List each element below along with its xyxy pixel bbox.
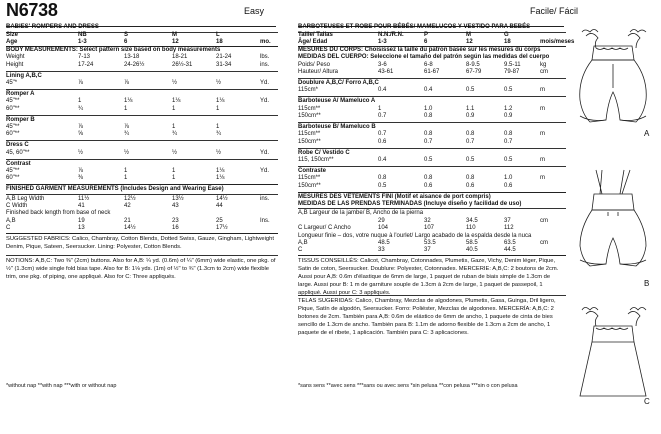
fr-es-cell: 9.5-11 (504, 61, 521, 68)
table-rule (6, 140, 278, 141)
fr-es-cell: 63.5 (504, 240, 516, 246)
fr-es-cell: 53.5 (424, 240, 436, 246)
en-cell: 1⅛ (124, 98, 133, 105)
en-cell: 24-26½ (124, 61, 145, 68)
en-cell: 1 (172, 123, 176, 130)
en-cell: Ins. (260, 217, 270, 224)
en-cell: 44 (216, 203, 223, 209)
en-cell: ¾ (124, 131, 130, 138)
fr-es-cell: 0.5 (378, 182, 387, 189)
fr-es-cell: 0.6 (378, 138, 387, 145)
table-rule (298, 255, 566, 256)
fr-es-cell: 67-79 (466, 69, 482, 75)
fr-es-cell: 0.8 (424, 131, 433, 138)
fr-es-cell: 110 (466, 225, 476, 232)
table-rule (298, 208, 566, 209)
en-notions-paragraph: NOTIONS: A,B,C: Two ⅜" (2cm) buttons. Also for A,B: ¼ yd. (0.6m) of ¼" (6mm) wide elastic, one pkg. of ½" (1.3cm) wide single fold bias tape. Also for B: 1⅛ yds. (1m) of ½" to ¾" (1.3cm to 2cm) wide flexible trim, one pkg. of piping, one appliqué. Also for C: Three appliqués. (6, 258, 276, 281)
fr-es-cell: 0.7 (424, 138, 433, 145)
en-body-measurements-title: BODY MEASUREMENTS: Select pattern size based on body measurements (6, 46, 221, 53)
fr-es-cell: mois/meses (540, 39, 575, 46)
fr-es-body-measurements-title-es: MEDIDAS DEL CUERPO: Seleccione el tamaño del patrón según las medidas del cuerpo (298, 54, 550, 61)
en-cell: 7-13 (78, 54, 91, 61)
fr-es-cell: 0.8 (504, 131, 513, 138)
fr-es-cell: 0.8 (466, 175, 475, 182)
en-cell: ½ (172, 79, 178, 86)
fr-es-cell: m (540, 175, 545, 182)
fr-es-cell: 37 (424, 247, 431, 254)
fr-es-cell: A,B Largeur de la jambe/ B, Ancho de la pierna (298, 210, 424, 217)
fr-es-cell: 44.5 (504, 247, 516, 254)
en-cell: 6 (124, 39, 128, 46)
fr-es-cell: 1.0 (504, 175, 513, 182)
fr-es-cell: cm (540, 217, 548, 224)
en-cell: 17-24 (78, 61, 94, 68)
en-cell: 19 (78, 217, 85, 224)
fr-es-cell: kg (540, 61, 547, 68)
table-rule (6, 255, 278, 256)
fr-es-cell: 0.4 (424, 87, 433, 94)
table-rule (6, 184, 278, 185)
fr-es-cell: M (466, 32, 471, 38)
table-rule (6, 89, 278, 90)
en-cell: A,B (6, 217, 16, 224)
en-cell: ⅞ (78, 79, 84, 86)
table-rule (6, 115, 278, 116)
fr-es-cell: 0.5 (466, 157, 475, 163)
en-title: BABIES' ROMPERS AND DRESS (6, 24, 99, 30)
fr-es-cell: 0.4 (378, 157, 387, 163)
fr-es-cell: C Largeur/ C Ancho (298, 225, 351, 232)
fr-es-cell: 1.0 (424, 105, 433, 112)
fr-es-cell: 0.9 (504, 113, 513, 119)
en-cell: Size (6, 32, 19, 38)
fr-es-cell: 61-67 (424, 69, 440, 75)
en-cell: 13 (78, 225, 85, 232)
fr-es-cell: 0.8 (378, 175, 387, 182)
en-finished-title: FINISHED GARMENT MEASUREMENTS (Includes Design and Wearing Ease) (6, 186, 224, 193)
fr-es-cell: 0.5 (466, 87, 475, 94)
fr-es-cell: 0.7 (504, 138, 513, 145)
fr-es-cell: 40.5 (466, 247, 478, 254)
fr-es-cell: 43-61 (378, 69, 394, 75)
fr-es-cell: 3-6 (378, 61, 387, 68)
en-cell: C Width (6, 203, 28, 209)
fr-es-cell: C (298, 247, 303, 254)
en-cell: 14½ (216, 195, 228, 202)
difficulty-english: Easy (244, 6, 265, 16)
en-section-title: Lining A,B,C (6, 72, 42, 79)
fr-es-cell: 115cm** (298, 131, 321, 138)
en-cell: mo. (260, 39, 271, 46)
en-fabrics-paragraph: SUGGESTED FABRICS: Calico, Chambray, Cotton Blends, Dotted Swiss, Gauze, Gingham, Lightweight Denim, Pique, Sateen, Seersucker. Lining: Polyester, Cotton Blends. (6, 236, 274, 251)
table-rule (6, 71, 278, 72)
dress-c-illustration (580, 308, 646, 397)
fr-es-cell: 150cm** (298, 138, 321, 145)
en-cell: M (172, 32, 177, 38)
fr-es-title: BARBOTEUSES ET ROBE POUR BÉBÉS/ MAMELUCOS Y VESTIDO PARA BEBÉS (298, 24, 531, 30)
en-cell: 23 (172, 217, 179, 224)
fr-es-cell: m (540, 105, 545, 112)
fr-es-cell: P (424, 32, 429, 38)
en-cell: 42 (124, 203, 131, 209)
fr-es-cell: Longueur finie – dos, votre nuque à l'ourlet/ Largo acabado de la espalda desde la nuca (298, 232, 532, 239)
en-footnote: *without nap **with nap ***with or without nap (6, 383, 117, 389)
fr-es-cell: 0.8 (466, 131, 475, 138)
en-cell: 41 (78, 203, 85, 209)
en-cell: ½ (172, 149, 178, 156)
fr-es-cell: 12 (466, 39, 473, 46)
en-cell: ¾ (216, 131, 222, 138)
en-cell: Yd. (260, 167, 270, 174)
en-cell: 1 (124, 175, 128, 182)
en-cell: ¾ (78, 105, 84, 112)
fr-es-cell: 58.5 (466, 240, 478, 246)
en-cell: ⅞ (78, 167, 84, 174)
en-cell: 45"** (6, 98, 20, 105)
pattern-number: N6738 (6, 0, 58, 20)
fr-es-cell: 0.8 (424, 113, 433, 119)
table-rule (6, 159, 278, 160)
illustration-label-c: C (644, 397, 650, 406)
fr-es-cell: Hauteur/ Altura (298, 69, 339, 75)
en-cell: 13-18 (124, 54, 140, 61)
fr-es-cell: 0.6 (424, 182, 433, 189)
fr-es-cell: 0.5 (504, 157, 513, 163)
table-rule (298, 32, 566, 33)
en-cell: NB (78, 32, 87, 38)
fr-es-fabrics-paragraph: TISSUS CONSEILLÉS: Calicot, Chambray, Cotonnades, Plumetis, Gaze, Vichy, Denim léger, Pique, Satin de coton, Seersucker. Doublure: Polyester, Cotonnades. MERCERIE: A,B,C: 2 boutons de 2cm. Aussi pour A,B: 0.6m d'élastique de 6mm de large, 1 paquet de ruban de biais simple de 1.3cm de large. Aussi pour B: 1 m de garniture souple de 1.3cm à 2cm de large, 1 paquet de passepoil, 1 appliqué. Aussi pour C: 3 appliqués. (298, 258, 559, 297)
en-cell: Yd. (260, 98, 270, 105)
table-rule (298, 78, 566, 79)
fr-es-cell: 1 (378, 105, 382, 112)
en-cell: ins. (260, 61, 270, 68)
fr-es-cell: 33 (378, 247, 385, 254)
en-cell: 1 (216, 105, 220, 112)
en-cell: 16 (172, 225, 179, 232)
fr-es-cell: 32 (424, 217, 431, 224)
fr-es-cell: 8-9.5 (466, 61, 480, 68)
fr-es-cell: Âge/ Edad (298, 39, 328, 46)
en-cell: ⅝ (78, 131, 84, 138)
en-cell: 11½ (78, 195, 90, 202)
fr-es-finished-title-es: MEDIDAS DE LAS PRENDAS TERMINADAS (Incluye diseño y facilidad de uso) (298, 201, 522, 207)
table-rule (298, 192, 566, 193)
en-cell: 13½ (172, 195, 184, 202)
en-cell: 45"** (6, 123, 20, 130)
fr-es-cell: cm (540, 69, 548, 75)
en-cell: 1 (124, 167, 128, 174)
romper-b-illustration (580, 170, 646, 266)
en-cell: 1 (172, 105, 176, 112)
en-section-title: Dress C (6, 142, 29, 149)
en-cell: 45"* (6, 79, 18, 86)
en-cell: 60"** (6, 105, 20, 112)
fr-es-cell: 1-3 (378, 39, 387, 46)
en-cell: ½ (124, 149, 130, 156)
fr-es-cell: 1.1 (466, 105, 475, 112)
en-cell: 1 (172, 167, 176, 174)
illustration-label-b: B (644, 279, 650, 288)
fr-es-cell: 6 (424, 39, 428, 46)
en-cell: 12½ (124, 195, 136, 202)
en-cell: 21 (124, 217, 131, 224)
table-rule (298, 295, 566, 296)
en-cell: 1 (172, 175, 176, 182)
en-cell: 45"** (6, 167, 20, 174)
en-cell: 45, 60"** (6, 149, 30, 156)
fr-es-cell: 6-8 (424, 61, 433, 68)
fr-es-section-title: Robe C/ Vestido C (298, 149, 350, 156)
fr-es-cell: 79-87 (504, 69, 520, 75)
fr-es-cell: A,B (298, 240, 308, 246)
fr-es-cell: 0.8 (424, 175, 433, 182)
en-cell: 18 (216, 39, 223, 46)
en-cell: 43 (172, 203, 179, 209)
en-cell: 18-21 (172, 54, 188, 61)
fr-es-cell: 0.6 (504, 182, 513, 189)
table-rule (298, 122, 566, 123)
en-cell: L (216, 32, 220, 38)
en-cell: 1-3 (78, 39, 87, 46)
illustration-label-a: A (644, 129, 650, 138)
fr-es-cell: 0.5 (504, 87, 513, 94)
en-cell: Yd. (260, 149, 270, 156)
fr-es-cell: 34.5 (466, 217, 478, 224)
en-cell: 1⅛ (216, 167, 225, 174)
table-rule (298, 148, 566, 149)
en-cell: 60"** (6, 131, 20, 138)
fr-es-cell: 0.5 (424, 157, 433, 163)
en-cell: Yd. (260, 79, 270, 86)
fr-es-cell: m (540, 87, 545, 94)
en-cell: 1 (216, 123, 220, 130)
en-section-title: Contrast (6, 160, 31, 167)
fr-es-cell: 112 (504, 225, 514, 232)
en-cell: Weight (6, 54, 25, 61)
en-cell: ½ (216, 79, 222, 86)
en-cell: ½ (78, 149, 84, 156)
fr-es-cell: 1.2 (504, 105, 513, 112)
en-cell: Finished back length from base of neck (6, 210, 111, 217)
fr-es-notions-paragraph: TELAS SUGERIDAS: Calico, Chambray, Mezclas de algodones, Plumetis, Gasa, Guinga, Dril ligero, Pique, Satín de algodón, Seersucker. Forro: Poliéster, Mezclas de algodones. MERCERÍA: A,B,C: 2 botones de 2cm. También para A,B: 0.6m de elástico de 6mm de ancho, 1 paquete de cinta de bies sencillo de 1.3cm de ancho. También para B: 1.1m de adorno flexible de 1.3cm a 2cm de ancho, 1 paquete de el ribete, 1 aplicación. También para C: 3 aplicaciones. (298, 298, 556, 337)
en-cell: lbs. (260, 54, 270, 61)
fr-es-body-measurements-title: MESURES DU CORPS: Choisissez la taille du patron basée sur les mesures du corps (298, 46, 541, 53)
fr-es-cell: 18 (504, 39, 511, 46)
garment-illustrations (572, 24, 656, 414)
en-cell: 14½ (124, 225, 136, 232)
fr-es-cell: 107 (424, 225, 435, 232)
fr-es-cell: 0.7 (378, 113, 387, 119)
en-cell: 1 (78, 98, 82, 105)
fr-es-cell: 29 (378, 217, 385, 224)
fr-es-cell: 0.4 (378, 87, 387, 94)
fr-es-cell: 115cm** (298, 175, 321, 182)
en-cell: 1⅛ (216, 98, 225, 105)
fr-es-section-title: Doublure A,B,C/ Forro A,B,C (298, 79, 379, 86)
en-cell: ins. (260, 195, 270, 202)
table-rule (6, 233, 278, 234)
en-cell: 60"** (6, 175, 20, 182)
table-rule (6, 32, 278, 33)
fr-es-cell: 115cm* (298, 87, 318, 94)
fr-es-cell: 37 (504, 217, 511, 224)
fr-es-cell: 0.6 (466, 182, 475, 189)
fr-es-cell: 150cm** (298, 113, 321, 119)
fr-es-cell: m (540, 131, 545, 138)
fr-es-section-title: Contraste (298, 167, 327, 174)
fr-es-cell: 0.7 (466, 138, 475, 145)
en-cell: 12 (172, 39, 179, 46)
en-cell: Age (6, 39, 18, 46)
en-cell: Height (6, 61, 24, 68)
en-cell: 26½-31 (172, 61, 193, 68)
en-cell: ⅜ (78, 175, 84, 182)
en-cell: ⅞ (124, 79, 130, 86)
en-cell: 25 (216, 217, 223, 224)
fr-es-cell: G (504, 32, 509, 38)
en-cell: 31-34 (216, 61, 232, 68)
table-rule (298, 166, 566, 167)
fr-es-cell: cm (540, 240, 548, 246)
en-section-title: Romper B (6, 116, 35, 123)
en-cell: C (6, 225, 11, 232)
fr-es-cell: 104 (378, 225, 389, 232)
fr-es-cell: N.N./R.N. (378, 32, 404, 38)
fr-es-cell: 0.9 (466, 113, 475, 119)
en-section-title: Romper A (6, 90, 35, 97)
fr-es-cell: 150cm** (298, 182, 321, 189)
fr-es-cell: 115cm** (298, 105, 321, 112)
en-cell: 17½ (216, 225, 228, 232)
fr-es-cell: Taille/ Tallas (298, 32, 333, 38)
en-cell: 21-24 (216, 54, 232, 61)
fr-es-cell: m (540, 157, 545, 163)
table-rule (6, 194, 278, 195)
romper-a-illustration (580, 30, 647, 123)
fr-es-cell: 115, 150cm** (298, 157, 334, 163)
en-cell: 1⅛ (216, 175, 225, 182)
en-cell: A,B Leg Width (6, 195, 45, 202)
fr-es-cell: 48.5 (378, 240, 390, 246)
fr-es-section-title: Barboteuse B/ Mameluco B (298, 123, 376, 130)
table-rule (298, 96, 566, 97)
en-cell: 1 (124, 105, 128, 112)
en-cell: ¾ (172, 131, 178, 138)
fr-es-section-title: Barboteuse A/ Mameluco A (298, 98, 376, 105)
difficulty-french-spanish: Facile/ Fácil (530, 6, 579, 16)
fr-es-cell: Poids/ Peso (298, 61, 331, 68)
fr-es-cell: 0.7 (378, 131, 387, 138)
en-cell: ⅞ (78, 123, 84, 130)
en-cell: ⅞ (124, 123, 130, 130)
en-cell: ½ (216, 149, 222, 156)
en-cell: S (124, 32, 129, 38)
fr-es-footnote: *sans sens **avec sens ***sans ou avec sens *sin pelusa **con pelusa ***sin o con pelusa (298, 383, 518, 389)
fr-es-finished-title: MESURES DES VÊTEMENTS FINI (Motif et aisance de port compris) (298, 193, 491, 200)
en-cell: 1⅛ (172, 98, 181, 105)
